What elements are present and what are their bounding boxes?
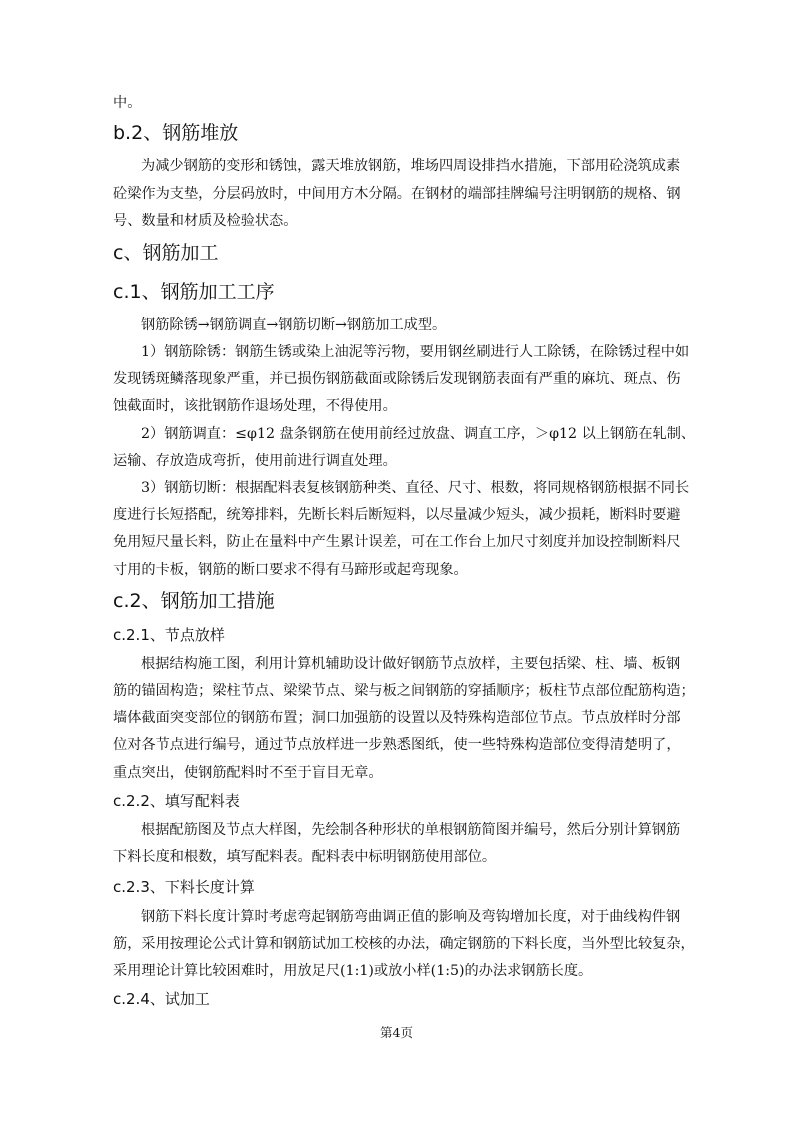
paragraph-line: 蚀截面时，该批钢筋作退场处理，不得使用。	[113, 398, 397, 414]
paragraph-line: 2）钢筋调直：≤φ12 盘条钢筋在使用前经过放盘、调直工序，＞φ12 以上钢筋在轧制、	[141, 426, 696, 442]
paragraph-line: 1）钢筋除锈：钢筋生锈或染上油泥等污物，要用钢丝刷进行人工除锈，在除锈过程中如	[141, 344, 690, 360]
heading-b2-steel-storage: b.2、钢筋堆放	[113, 122, 239, 144]
paragraph-line: 采用理论计算比较困难时，用放足尺(1:1)或放小样(1:5)的办法求钢筋长度。	[113, 963, 593, 979]
paragraph-line: 根据结构施工图，利用计算机辅助设计做好钢筋节点放样，主要包括梁、柱、墙、板钢	[141, 656, 681, 672]
paragraph-line: 钢筋除锈→钢筋调直→钢筋切断→钢筋加工成型。	[141, 317, 447, 333]
paragraph-line: 位对各节点进行编号，通过节点放样进一步熟悉图纸，使一些特殊构造部位变得清楚明了，	[113, 737, 681, 753]
heading-c23-length-calc: c.2.3、下料长度计算	[113, 878, 255, 896]
paragraph-line: 免用短尺量长料，防止在量料中产生累计误差，可在工作台上加尺寸刻度并加设控制断料尺	[113, 534, 681, 550]
heading-c21-node-layout: c.2.1、节点放样	[113, 626, 225, 644]
paragraph-line: 为减少钢筋的变形和锈蚀，露天堆放钢筋，堆场四周设排挡水措施，下部用砼浇筑成素	[141, 158, 681, 174]
paragraph-line: 度进行长短搭配，统筹排料，先断长料后断短料，以尽量减少短头，减少损耗，断料时要避	[113, 507, 681, 523]
page-number: 第4页	[380, 1025, 413, 1040]
paragraph-line: 钢筋下料长度计算时考虑弯起钢筋弯曲调正值的影响及弯钩增加长度，对于曲线构件钢	[141, 909, 681, 925]
heading-c1-processing-steps: c.1、钢筋加工工序	[113, 281, 275, 303]
paragraph-line: 发现锈斑鳞落现象严重，并已损伤钢筋截面或除锈后发现钢筋表面有严重的麻坑、斑点、伤	[113, 371, 681, 387]
paragraph-line: 下料长度和根数，填写配料表。配料表中标明钢筋使用部位。	[113, 849, 497, 865]
paragraph-line: 号、数量和材质及检验状态。	[113, 213, 298, 229]
paragraph-line: 运输、存放造成弯折，使用前进行调直处理。	[113, 453, 397, 469]
paragraph-line: 根据配筋图及节点大样图，先绘制各种形状的单根钢筋简图并编号，然后分别计算钢筋	[141, 822, 681, 838]
heading-c22-fill-schedule: c.2.2、填写配料表	[113, 792, 240, 810]
text-line: 中。	[113, 95, 142, 111]
heading-c24-trial-processing: c.2.4、试加工	[113, 990, 210, 1008]
paragraph-line: 3）钢筋切断：根据配料表复核钢筋种类、直径、尺寸、根数，将同规格钢筋根据不同长	[141, 480, 690, 496]
heading-c-steel-processing: c、钢筋加工	[113, 242, 219, 264]
paragraph-line: 重点突出，使钢筋配料时不至于盲目无章。	[113, 765, 383, 781]
paragraph-line: 筋，采用按理论公式计算和钢筋试加工校核的办法，确定钢筋的下料长度，当外型比较复杂，	[113, 936, 695, 952]
paragraph-line: 寸用的卡板，钢筋的断口要求不得有马蹄形或起弯现象。	[113, 562, 468, 578]
paragraph-line: 筋的锚固构造；梁柱节点、梁梁节点、梁与板之间钢筋的穿插顺序；板柱节点部位配筋构造；	[113, 683, 695, 699]
heading-c2-processing-measures: c.2、钢筋加工措施	[113, 590, 275, 612]
paragraph-line: 墙体截面突变部位的钢筋布置；洞口加强筋的设置以及特殊构造部位节点。节点放样时分部	[113, 710, 681, 726]
paragraph-line: 砼梁作为支垫，分层码放时，中间用方木分隔。在钢材的端部挂牌编号注明钢筋的规格、钢	[113, 186, 681, 202]
